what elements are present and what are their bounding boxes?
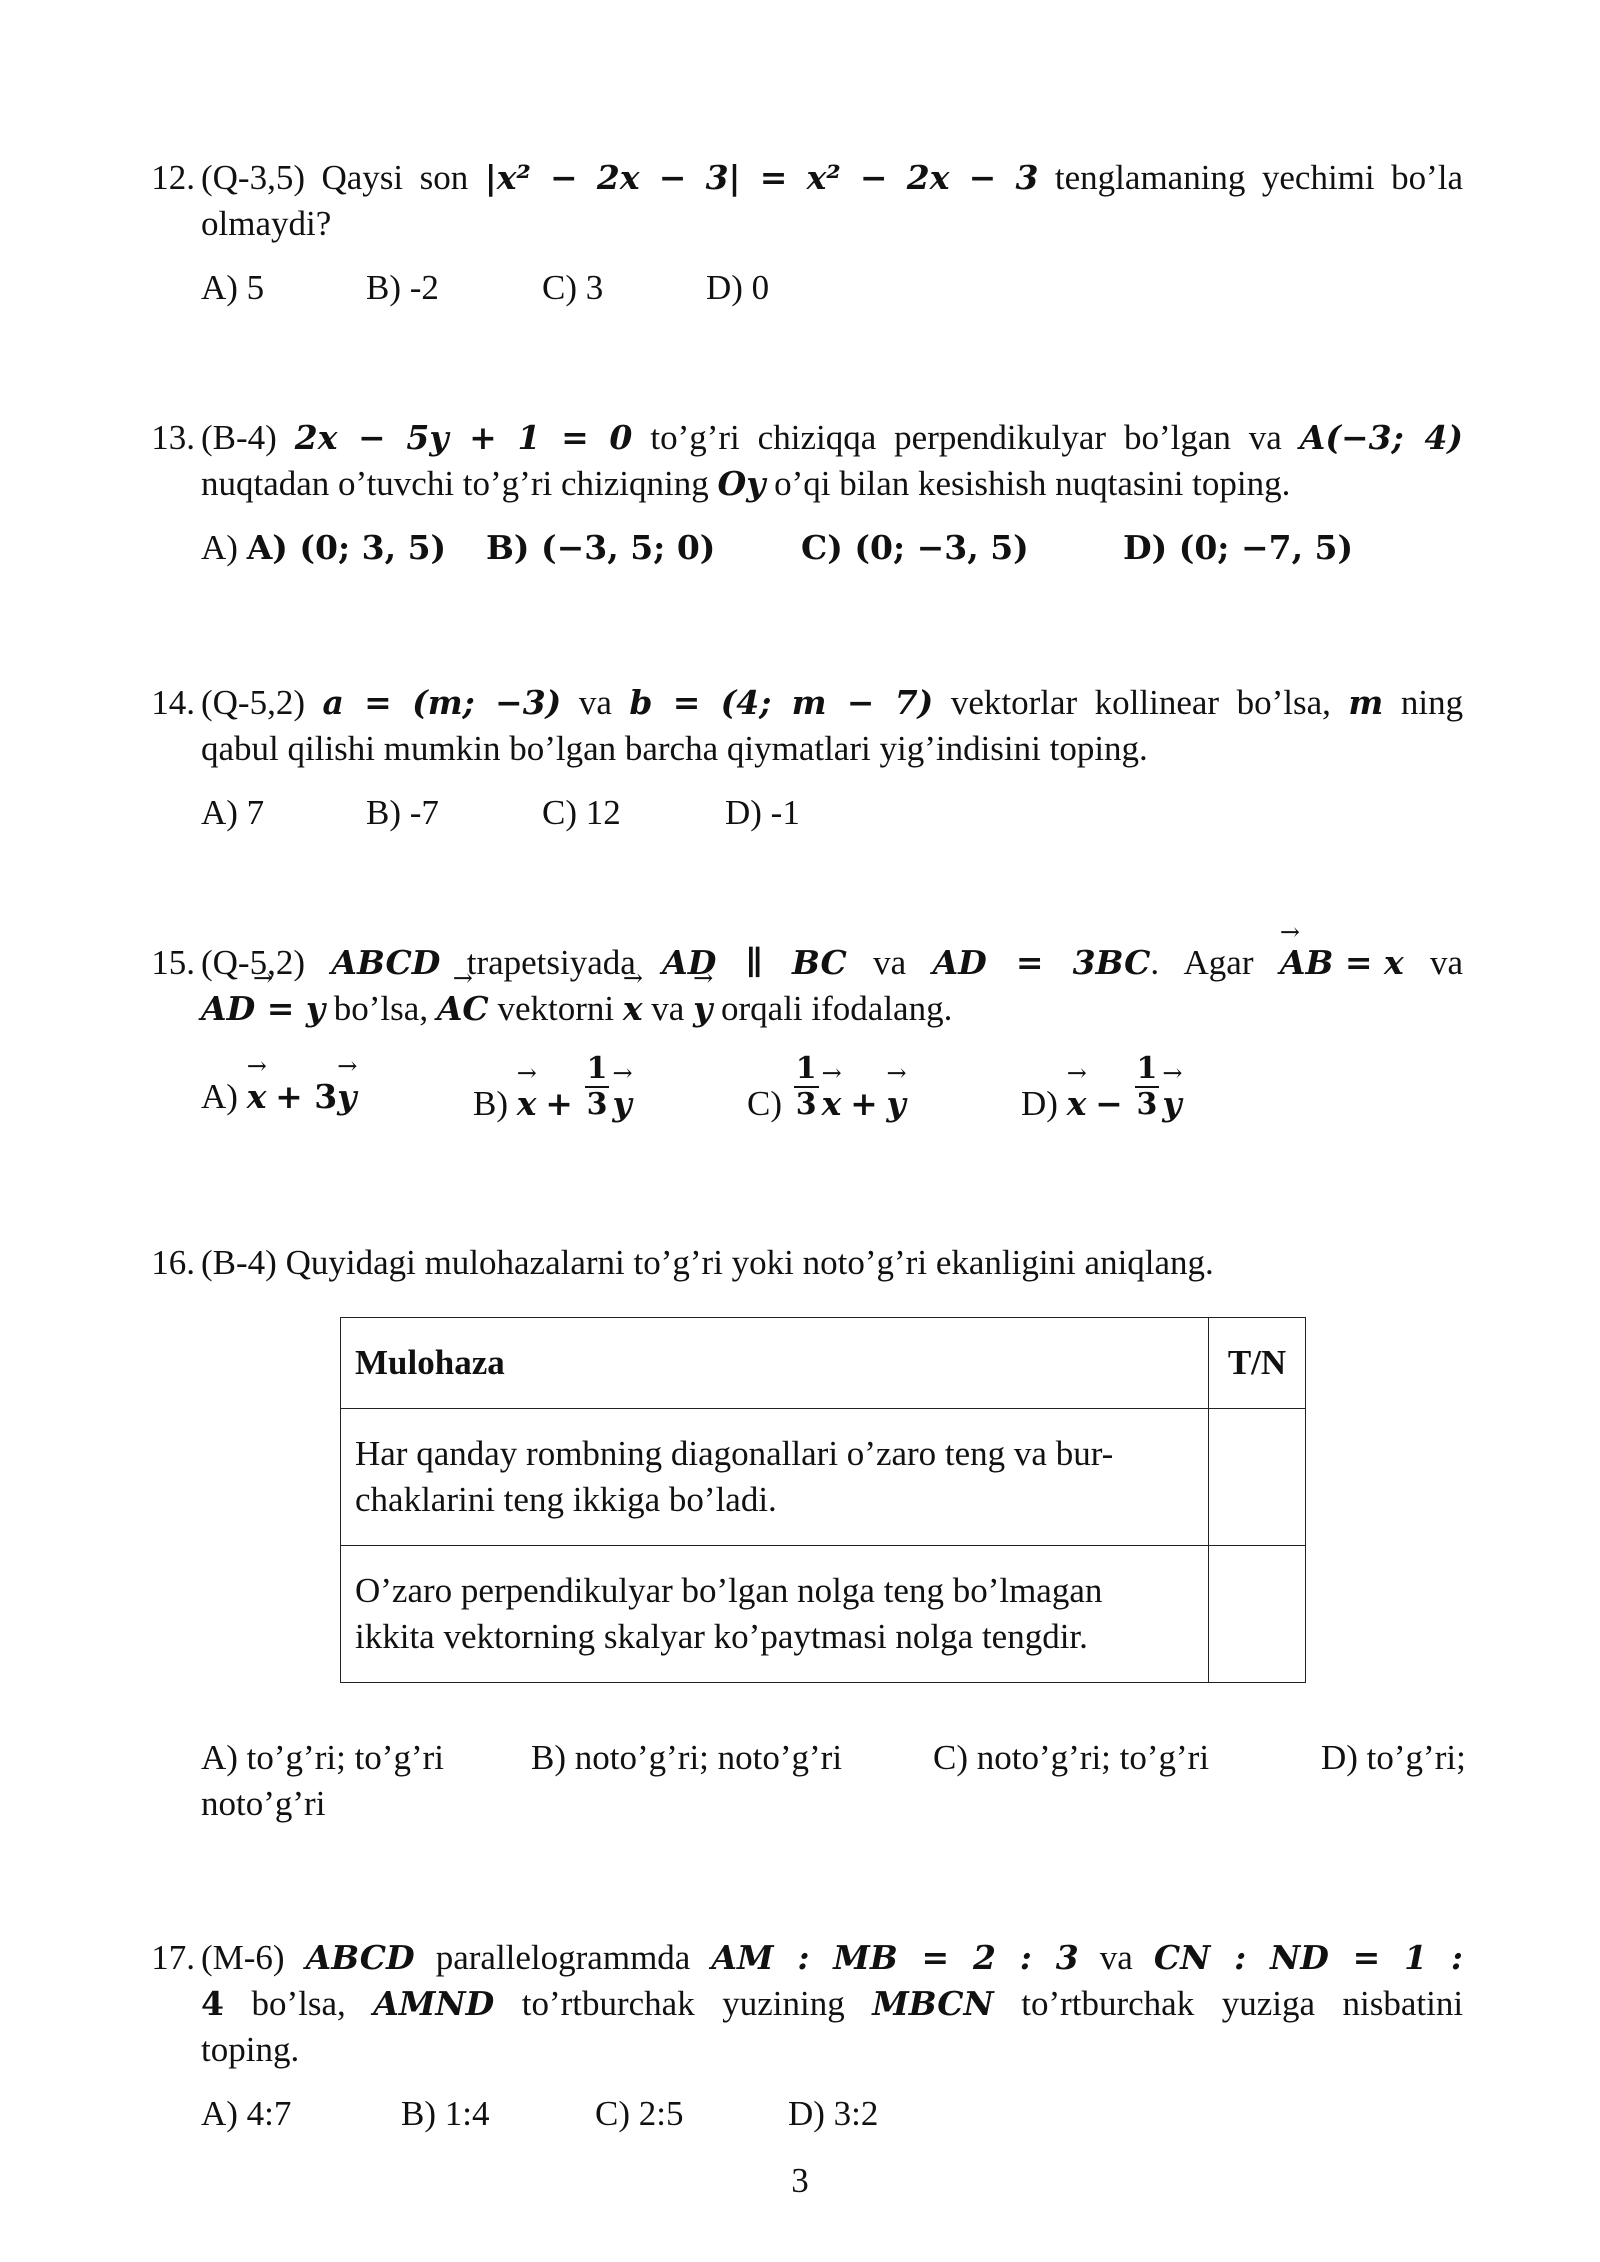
problem-text-line	[201, 201, 1463, 247]
problem-text: tenglamaning yechimi bo’la	[1054, 158, 1464, 197]
problem-text-line	[201, 415, 1463, 461]
option-b[interactable]	[486, 525, 715, 571]
statement-line: ikkita vektorning skalyar ko’paytmasi nolga tengdir.	[355, 1617, 1088, 1656]
problem-text: ning	[1400, 683, 1464, 722]
option-value: A) (0; 3, 5)	[246, 528, 447, 567]
table-header-row	[341, 1318, 1306, 1409]
vector-x: → x	[623, 986, 643, 1032]
option-d[interactable]: D) 0	[706, 268, 770, 307]
answer-options	[201, 1735, 1466, 1781]
problem-tag: (Q-3,5)	[201, 158, 305, 197]
option-b[interactable]: B) noto’g’ri; noto’g’ri	[531, 1738, 843, 1777]
length-condition: AD = 3BC	[932, 943, 1151, 982]
fraction	[794, 1051, 819, 1122]
problem-number: 12.	[151, 158, 195, 197]
problem-text: parallelogrammda	[435, 1938, 691, 1977]
problem-text-line	[201, 155, 1463, 201]
problem-text: olmaydi?	[201, 204, 332, 243]
option-b[interactable]: B) 1:4	[401, 2094, 490, 2133]
problem-text: va	[873, 943, 907, 982]
option-c[interactable]	[801, 525, 1029, 571]
problem-body	[201, 1240, 1463, 1286]
option-b[interactable]: B) -7	[366, 793, 439, 832]
option-value: D) (0; −7, 5)	[1123, 528, 1354, 567]
problem-text: . Agar	[1150, 943, 1254, 982]
problem-text-line	[201, 1981, 1463, 2027]
problem-body	[201, 1735, 1466, 1827]
option-d-continued[interactable]: noto’g’ri	[201, 1784, 326, 1823]
answer-options	[201, 525, 1463, 575]
fraction-numerator: 1	[1136, 1051, 1158, 1086]
fraction-denominator: 3	[586, 1087, 608, 1122]
problem-tag: (B-4)	[201, 1243, 277, 1282]
problem-text: bo’lsa,	[333, 989, 429, 1028]
statements-table	[340, 1317, 1306, 1683]
vector-y: → y	[693, 986, 712, 1032]
problem-text: va	[651, 989, 685, 1028]
problem-text-line	[201, 986, 1463, 1032]
answer-cell[interactable]	[1209, 1409, 1306, 1546]
problem-text: Qaysi son	[321, 158, 469, 197]
problem-text: trapetsiyada	[466, 943, 636, 982]
problem-number: 14.	[151, 683, 195, 722]
option-a[interactable]: A) to’g’ri; to’g’ri	[201, 1738, 444, 1777]
table-row	[341, 1409, 1306, 1546]
quad-amnd: AMND	[373, 1984, 495, 2023]
problem-text: va	[1099, 1938, 1133, 1977]
vector-a: a = (m; −3)	[322, 683, 562, 722]
option-c[interactable]: C) 12	[542, 793, 621, 832]
problem-number: 15.	[151, 943, 195, 982]
line-equation: 2x − 5y + 1 = 0	[294, 418, 633, 457]
option-d[interactable]	[1123, 525, 1353, 571]
option-c[interactable]: C) 2:5	[595, 2094, 684, 2133]
axis-name: Oy	[717, 464, 766, 503]
shape-name: ABCD	[331, 943, 441, 982]
statement-line: O’zaro perpendikulyar bo’lgan nolga teng bo’lmagan	[355, 1571, 1103, 1610]
problem-tag: (Q-5,2)	[201, 683, 305, 722]
problem-body	[201, 415, 1463, 575]
problem-text-line	[201, 940, 1463, 986]
problem-text: o’qi bilan kesishish nuqtasini toping.	[774, 464, 1291, 503]
vector-b: b = (4; m − 7)	[629, 683, 934, 722]
option-b[interactable]: B) → x + $\frac{1}{3}$ → y	[473, 1054, 632, 1120]
problem-tag: (M-6)	[201, 1938, 285, 1977]
problem-body	[201, 940, 1463, 1144]
problem-text: to’rtburchak yuzining	[521, 1984, 845, 2023]
fraction	[585, 1051, 610, 1122]
problem-text: Quyidagi mulohazalarni to’g’ri yoki noto’g’ri ekanligini aniqlang.	[285, 1243, 1214, 1282]
answer-cell[interactable]	[1209, 1546, 1306, 1683]
table-row	[341, 1546, 1306, 1683]
parallel-condition: AD ∥ BC	[662, 943, 847, 982]
problem-text: vektorlar kollinear bo’lsa,	[950, 683, 1331, 722]
quad-mbcn: MBCN	[872, 1984, 994, 2023]
vector-ab-eq: → AB = x	[1280, 940, 1404, 986]
problem-number: 13.	[151, 418, 195, 457]
table-header: Mulohaza	[341, 1318, 1209, 1409]
problem-text: to’g’ri chiziqqa perpendikulyar bo’lgan va	[650, 418, 1282, 457]
ratio-continued: 4	[201, 1984, 224, 2023]
vector-ad-eq: → AD = y	[201, 986, 325, 1032]
problem-text: orqali ifodalang.	[721, 989, 953, 1028]
option-a[interactable]: A) 5	[201, 268, 265, 307]
answer-options	[201, 2091, 1463, 2141]
option-prefix: A)	[201, 1077, 238, 1116]
option-value: C) (0; −3, 5)	[801, 528, 1029, 567]
problem-text: qabul qilishi mumkin bo’lgan barcha qiymatlari yig’indisini toping.	[201, 729, 1148, 768]
option-d[interactable]: D) -1	[725, 793, 800, 832]
problem-text: nuqtadan o’tuvchi to’g’ri chiziqning	[201, 464, 709, 503]
option-a[interactable]: A) → x + 3→ y	[201, 1074, 356, 1120]
table-header: T/N	[1209, 1318, 1306, 1409]
option-d[interactable]: D) 3:2	[788, 2094, 879, 2133]
problem-text-line	[201, 1240, 1463, 1286]
option-a[interactable]: A) 7	[201, 793, 265, 832]
option-prefix: B)	[473, 1084, 508, 1124]
problem-text-line	[201, 2027, 1463, 2073]
problem-text: vektorni	[497, 989, 615, 1028]
answer-options	[201, 265, 1463, 315]
statement-line: chaklarini teng ikkiga bo’ladi.	[355, 1480, 777, 1519]
problem-body	[201, 680, 1463, 840]
problem-tag: (B-4)	[201, 418, 277, 457]
fraction	[1135, 1051, 1160, 1122]
answer-options	[201, 790, 1463, 840]
statement-cell	[341, 1409, 1209, 1546]
option-c[interactable]: C) 3	[542, 268, 604, 307]
problem-number: 16.	[151, 1243, 195, 1282]
option-value: B) (−3, 5; 0)	[486, 528, 716, 567]
problem-number: 17.	[151, 1938, 195, 1977]
page-number: 3	[791, 2161, 809, 2200]
shape-name: ABCD	[305, 1938, 415, 1977]
option-a[interactable]: A) 4:7	[201, 2094, 292, 2133]
option-prefix: C)	[747, 1084, 782, 1124]
option-b[interactable]: B) -2	[366, 268, 439, 307]
problem-body	[201, 155, 1463, 315]
fraction-numerator: 1	[586, 1051, 608, 1086]
fraction-denominator: 3	[795, 1087, 817, 1122]
option-a[interactable]: A) A) (0; 3, 5)	[201, 528, 447, 567]
problem-text: va	[1430, 943, 1464, 982]
option-c[interactable]: C) noto’g’ri; to’g’ri	[933, 1738, 1210, 1777]
statement-cell	[341, 1546, 1209, 1683]
ratio-am-mb: AM : MB = 2 : 3	[711, 1938, 1079, 1977]
ratio-cn-nd: CN : ND = 1 :	[1153, 1938, 1464, 1977]
option-d[interactable]: D) → x − $\frac{1}{3}$ → y	[1021, 1054, 1182, 1120]
fraction-denominator: 3	[1136, 1087, 1158, 1122]
equation: |x² − 2x − 3| = x² − 2x − 3	[484, 158, 1039, 197]
problem-text: bo’lsa,	[251, 1984, 346, 2023]
fraction-numerator: 1	[795, 1051, 817, 1086]
problem-text-line	[201, 1935, 1463, 1981]
problem-text: toping.	[201, 2030, 300, 2069]
option-c[interactable]: C) $\frac{1}{3}$ → x + → y	[747, 1054, 906, 1120]
problem-tag: (Q-5,2)	[201, 943, 305, 982]
problem-text-line	[201, 726, 1463, 772]
variable: m	[1348, 683, 1384, 722]
answer-options	[201, 1051, 1463, 1144]
point: A(−3; 4)	[1299, 418, 1464, 457]
problem-text-line	[201, 461, 1463, 507]
vector-ac: → AC	[437, 986, 489, 1032]
problem-text: va	[578, 683, 612, 722]
problem-text-line	[201, 680, 1463, 726]
option-prefix: D)	[1021, 1084, 1058, 1124]
statement-line: Har qanday rombning diagonallari o’zaro teng va bur-	[355, 1434, 1114, 1473]
option-d[interactable]: D) to’g’ri;	[1321, 1738, 1466, 1777]
problem-text: to’rtburchak yuziga nisbatini	[1021, 1984, 1464, 2023]
problem-body	[201, 1935, 1463, 2141]
